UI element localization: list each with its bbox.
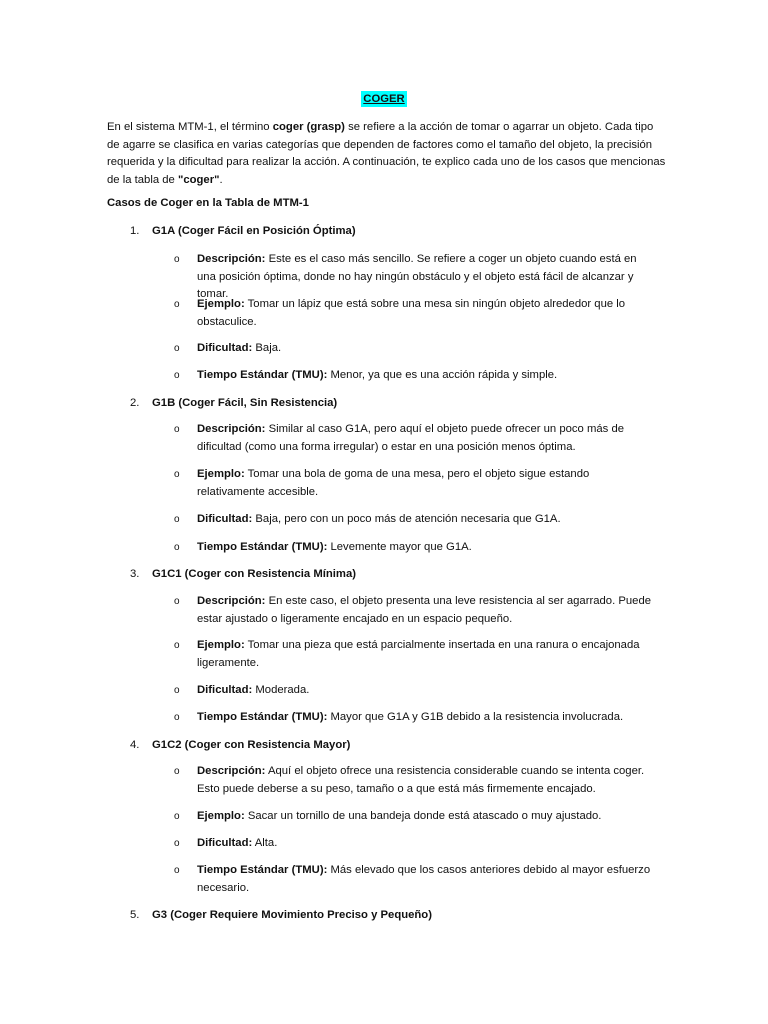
list-item xyxy=(174,682,654,700)
bullet-icon: o xyxy=(174,811,180,822)
item-label: Tiempo Estándar (TMU): xyxy=(197,711,328,723)
list-item-text xyxy=(197,862,654,897)
case-heading xyxy=(130,223,356,241)
intro-text-2: se refiere a la acción de tomar o agarrar un objeto. Cada tipo de agarre se clasifica en varias categorías que dependen de factores como el tamaño del objeto, la precisión requerida y la dificultad para realizar la acción. A continuación, te explico cada uno de los casos que mencionas de la tabla de xyxy=(107,121,666,186)
list-item xyxy=(174,709,654,727)
case-title: G1C1 (Coger con Resistencia Mínima) xyxy=(152,568,357,580)
item-label: Descripción: xyxy=(197,595,266,607)
item-text: Levemente mayor que G1A. xyxy=(327,541,472,553)
list-item xyxy=(174,862,654,897)
case-title: G3 (Coger Requiere Movimiento Preciso y Pequeño) xyxy=(152,909,432,921)
item-text: Tomar una bola de goma de una mesa, pero el objeto sigue estando relativamente accesible. xyxy=(197,468,590,498)
item-text: Baja. xyxy=(252,342,282,354)
list-item-text xyxy=(197,511,654,529)
item-text: Similar al caso G1A, pero aquí el objeto puede ofrecer un poco más de dificultad (como una forma irregular) o estar en una posición menos óptima. xyxy=(197,423,625,453)
item-label: Tiempo Estándar (TMU): xyxy=(197,541,328,553)
case-heading xyxy=(130,395,337,413)
list-item-text xyxy=(197,593,654,628)
case-title: G1A (Coger Fácil en Posición Óptima) xyxy=(152,225,356,237)
bullet-icon: o xyxy=(174,766,180,777)
bullet-icon: o xyxy=(174,469,180,480)
section-heading: Casos de Coger en la Tabla de MTM-1 xyxy=(107,197,309,209)
intro-text-1: En el sistema MTM-1, el término xyxy=(107,121,273,133)
item-label: Tiempo Estándar (TMU): xyxy=(197,369,328,381)
item-label: Ejemplo: xyxy=(197,298,245,310)
list-item-text xyxy=(197,340,654,358)
item-text: En este caso, el objeto presenta una leve resistencia al ser agarrado. Puede estar ajustado o ligeramente encajado en un espacio pequeño. xyxy=(197,595,652,625)
intro-bold-coger: "coger" xyxy=(177,173,220,186)
bullet-icon: o xyxy=(174,299,180,310)
item-text: Aquí el objeto ofrece una resistencia considerable cuando se intenta coger. Esto puede deberse a su peso, tamaño o a que está más firmemente encajado. xyxy=(197,765,645,795)
item-text: Moderada. xyxy=(252,684,310,696)
item-label: Descripción: xyxy=(197,765,266,777)
intro-paragraph xyxy=(107,119,667,189)
list-item-text xyxy=(197,421,654,456)
bullet-icon: o xyxy=(174,712,180,723)
case-number: 5. xyxy=(130,909,140,921)
bullet-icon: o xyxy=(174,640,180,651)
item-text: Tomar un lápiz que está sobre una mesa sin ningún objeto alrededor que lo obstaculice. xyxy=(197,298,626,328)
list-item xyxy=(174,340,654,358)
list-item xyxy=(174,421,654,456)
list-item-text xyxy=(197,466,654,501)
item-text: Este es el caso más sencillo. Se refiere a coger un objeto cuando está en una posición óptima, donde no hay ningún obstáculo y el objeto está fácil de alcanzar y tomar. xyxy=(197,253,637,300)
bullet-icon: o xyxy=(174,254,180,265)
list-item-text xyxy=(197,296,654,331)
document-title: COGER xyxy=(363,93,405,105)
list-item-text xyxy=(197,539,654,557)
item-text: Sacar un tornillo de una bandeja donde está atascado o muy ajustado. xyxy=(244,810,602,822)
list-item xyxy=(174,763,654,798)
item-text: Tomar una pieza que está parcialmente insertada en una ranura o encajonada ligeramente. xyxy=(197,639,640,669)
item-text: Alta. xyxy=(252,837,278,849)
item-text: Mayor que G1A y G1B debido a la resistencia involucrada. xyxy=(327,711,624,723)
list-item xyxy=(174,367,654,385)
intro-text-3: . xyxy=(219,173,223,186)
case-title: G1C2 (Coger con Resistencia Mayor) xyxy=(152,739,351,751)
bullet-icon: o xyxy=(174,424,180,435)
list-item xyxy=(174,466,654,501)
list-item xyxy=(174,835,654,853)
list-item xyxy=(174,539,654,557)
case-heading xyxy=(130,907,432,925)
bullet-icon: o xyxy=(174,343,180,354)
item-text: Baja, pero con un poco más de atención necesaria que G1A. xyxy=(252,513,561,525)
list-item xyxy=(174,637,654,672)
item-label: Dificultad: xyxy=(197,513,253,525)
item-text: Menor, ya que es una acción rápida y simple. xyxy=(327,369,558,381)
list-item xyxy=(174,511,654,529)
bullet-icon: o xyxy=(174,514,180,525)
item-label: Tiempo Estándar (TMU): xyxy=(197,864,328,876)
list-item xyxy=(174,296,654,331)
bullet-icon: o xyxy=(174,865,180,876)
list-item-text xyxy=(197,709,654,727)
item-label: Dificultad: xyxy=(197,684,253,696)
list-item-text xyxy=(197,367,654,385)
list-item xyxy=(174,808,654,826)
list-item xyxy=(174,593,654,628)
list-item-text xyxy=(197,808,654,826)
item-label: Ejemplo: xyxy=(197,639,245,651)
case-heading xyxy=(130,566,356,584)
item-label: Dificultad: xyxy=(197,837,253,849)
case-number: 2. xyxy=(130,397,140,409)
item-label: Ejemplo: xyxy=(197,810,245,822)
intro-bold-term: coger (grasp) xyxy=(272,121,345,133)
title-container xyxy=(0,91,768,109)
case-number: 4. xyxy=(130,739,140,751)
item-label: Ejemplo: xyxy=(197,468,245,480)
list-item-text xyxy=(197,682,654,700)
bullet-icon: o xyxy=(174,838,180,849)
item-label: Descripción: xyxy=(197,253,266,265)
list-item-text xyxy=(197,835,654,853)
case-number: 3. xyxy=(130,568,140,580)
bullet-icon: o xyxy=(174,542,180,553)
bullet-icon: o xyxy=(174,370,180,381)
bullet-icon: o xyxy=(174,596,180,607)
item-label: Dificultad: xyxy=(197,342,253,354)
case-title: G1B (Coger Fácil, Sin Resistencia) xyxy=(152,397,338,409)
case-number: 1. xyxy=(130,225,140,237)
item-label: Descripción: xyxy=(197,423,266,435)
bullet-icon: o xyxy=(174,685,180,696)
case-heading xyxy=(130,737,350,755)
item-text: Más elevado que los casos anteriores debido al mayor esfuerzo necesario. xyxy=(197,864,651,894)
list-item-text xyxy=(197,637,654,672)
list-item-text xyxy=(197,763,654,798)
